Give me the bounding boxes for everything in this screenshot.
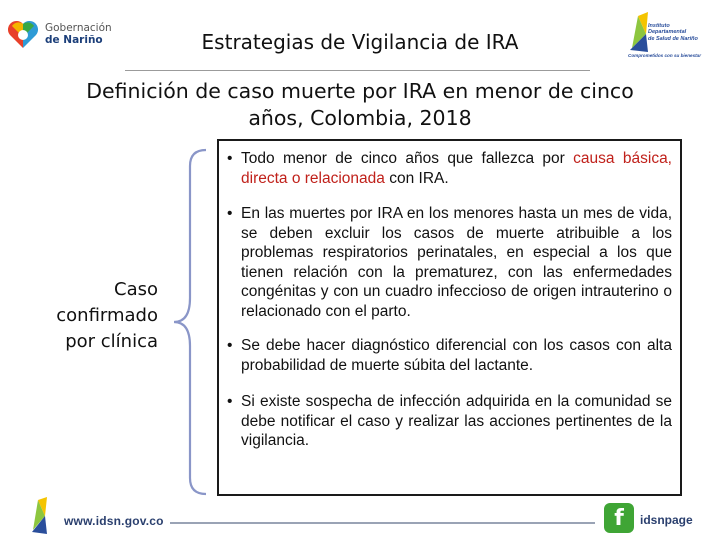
facebook-icon[interactable]: f [604, 503, 634, 533]
definition-box [217, 139, 682, 496]
bullet-item: • Se debe hacer diagnóstico diferencial con los casos con alta probabilidad de muerte súbita del lactante. [227, 336, 672, 375]
bullet-1-post: con IRA. [384, 169, 449, 187]
idsn-footer-leaf-icon [30, 496, 60, 536]
curly-brace [168, 148, 214, 498]
title-divider [125, 70, 590, 71]
slide-subtitle [20, 78, 700, 132]
idsn-line3: de Salud de Nariño [648, 35, 698, 42]
idsn-line2: Departamental [648, 29, 687, 36]
website-link[interactable]: www.idsn.gov.co [64, 514, 164, 528]
footer-divider [170, 522, 595, 524]
gobernacion-line1: Gobernación [45, 22, 112, 34]
subtitle-line2: años, Colombia, 2018 [248, 106, 472, 130]
gobernacion-line2: de Nariño [45, 34, 103, 46]
case-label-line3: por clínica [65, 331, 158, 352]
idsn-line1: Instituto [648, 23, 670, 29]
idsn-tagline: Comprometidos con su bienestar [628, 53, 702, 58]
page-title: Estrategias de Vigilancia de IRA [201, 30, 519, 54]
bullet-item: • Si existe sospecha de infección adquirida en la comunidad se debe notificar el caso y realizar las acciones pertinentes de la vigilancia. [227, 392, 672, 451]
case-label [20, 277, 158, 355]
bullet-1-pre: Todo menor de cinco años que fallezca por [241, 150, 574, 167]
bullet-item [227, 149, 672, 188]
facebook-page-link[interactable]: idsnpage [640, 513, 693, 527]
bullet-item: • En las muertes por IRA en los menores hasta un mes de vida, se deben excluir los casos de muerte atribuible a los problemas respiratorios perinatales, en especial a los que tienen relación con la prematurez, con las enfermedades congénitas y con un cuadro infeccioso de origen intrauterino o relacionado con el parto. [227, 204, 672, 321]
case-label-line2: confirmado [56, 305, 158, 326]
case-label-line1: Caso [114, 279, 158, 300]
bullet-1-highlight: causa básica, directa o relacionada [241, 150, 672, 187]
subtitle-line1: Definición de caso muerte por IRA en menor de cinco [86, 79, 634, 103]
